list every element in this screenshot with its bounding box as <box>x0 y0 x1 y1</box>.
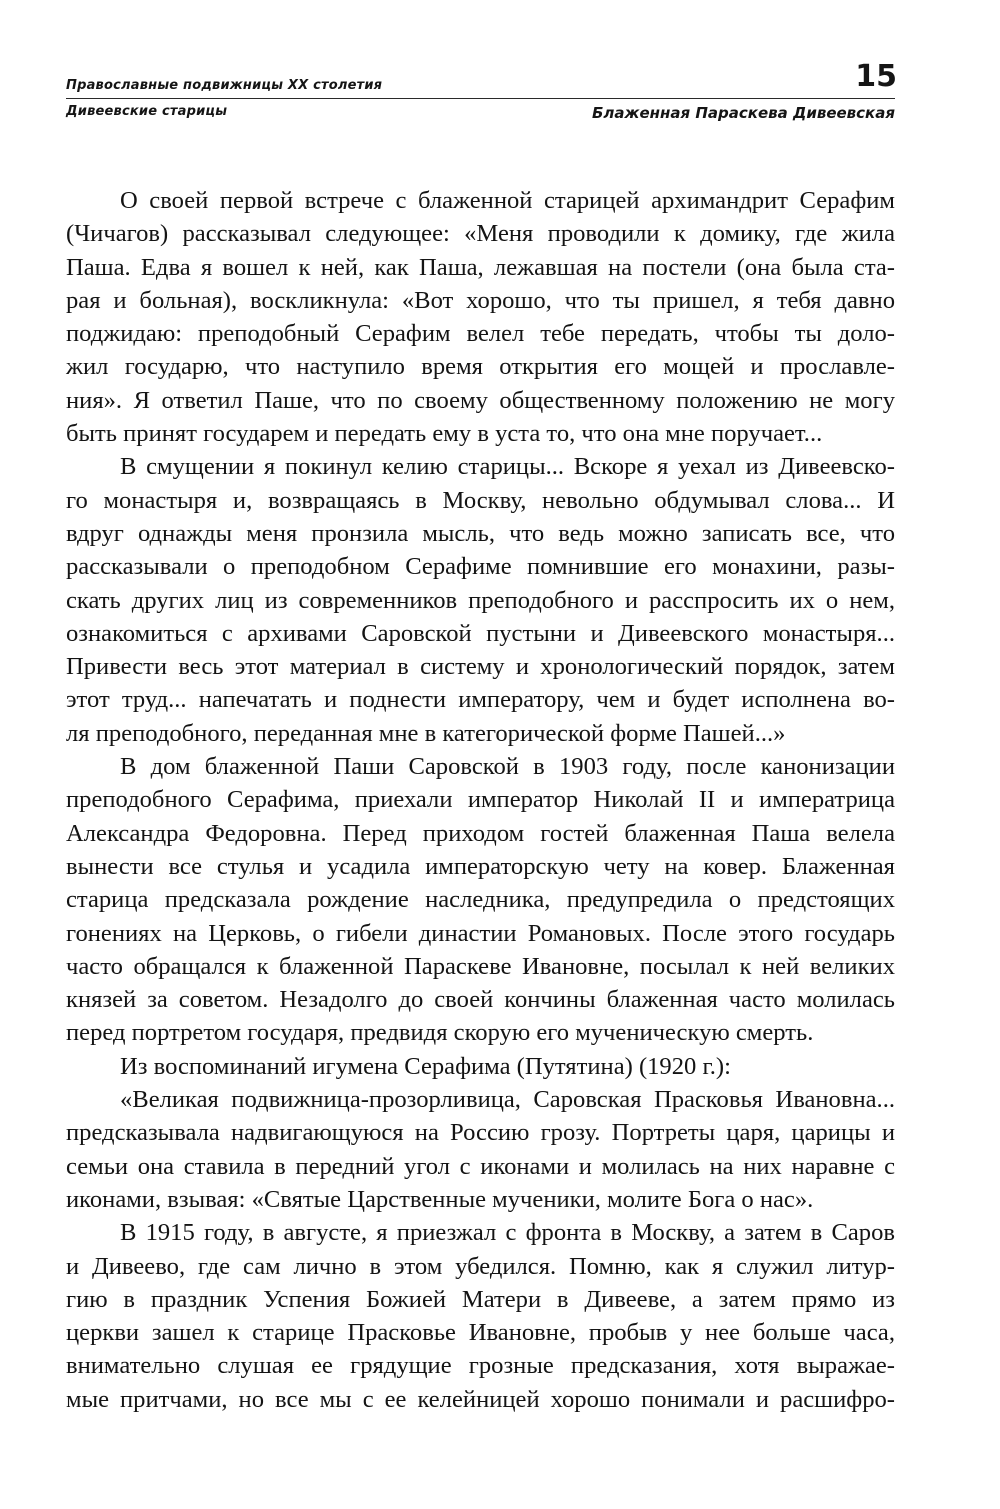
text-line: гонениях на Церковь, о гибели династии Романовых. После этого государь <box>66 919 895 947</box>
running-header-chapter: Блаженная Параскева Дивеевская <box>592 104 895 122</box>
header-divider <box>66 98 895 99</box>
text-line: В смущении я покинул келию старицы... Вскоре я уехал из Дивеевско- <box>120 453 895 481</box>
text-line: старица предсказала рождение наследника, предупредила о предстоящих <box>66 886 895 914</box>
text-line: гию в праздник Успения Божией Матери в Дивееве, а затем прямо из <box>66 1285 895 1313</box>
text-line: и Дивеево, где сам лично в этом убедился. Помню, как я служил литур- <box>66 1252 895 1280</box>
text-line: быть принят государем и передать ему в уста то, что она мне поручает... <box>66 420 823 448</box>
body-text <box>66 184 895 1416</box>
text-line: «Великая подвижница-прозорливица, Саровская Прасковья Ивановна... <box>120 1086 895 1114</box>
text-line: внимательно слушая ее грядущие грозные предсказания, хотя выражае- <box>66 1352 895 1380</box>
text-line: Из воспоминаний игумена Серафима (Путятина) (1920 г.): <box>120 1052 731 1080</box>
text-line: часто обращался к блаженной Параскеве Ивановне, посылал к ней великих <box>66 952 895 980</box>
text-line: вынести все стулья и усадила императорскую чету на ковер. Блаженная <box>66 852 895 880</box>
text-line: вдруг однажды меня пронзила мысль, что ведь можно записать все, что <box>66 519 895 547</box>
text-line: В 1915 году, в августе, я приезжал с фронта в Москву, а затем в Саров <box>120 1219 895 1247</box>
text-line: рая и больная), воскликнула: «Вот хорошо, что ты пришел, я тебя давно <box>66 286 895 314</box>
text-line: церкви зашел к старице Прасковье Ивановне, пробыв у нее больше часа, <box>66 1319 895 1347</box>
text-line: этот труд... напечатать и поднести императору, чем и будет исполнена во- <box>66 686 895 714</box>
text-line: (Чичагов) рассказывал следующее: «Меня проводили к домику, где жила <box>66 220 895 248</box>
text-line: Александра Федоровна. Перед приходом гостей блаженная Паша велела <box>66 819 895 847</box>
text-line: ля преподобного, переданная мне в категорической форме Пашей...» <box>66 719 786 747</box>
running-header-series: Православные подвижницы XX столетия <box>66 78 383 93</box>
text-line: Паша. Едва я вошел к ней, как Паша, лежавшая на постели (она была ста- <box>66 253 895 281</box>
text-line: преподобного Серафима, приехали император Николай II и императрица <box>66 786 895 814</box>
text-line: Привести весь этот материал в систему и хронологический порядок, затем <box>66 653 895 681</box>
text-line: скать других лиц из современников преподобного и расспросить их о нем, <box>66 586 895 614</box>
text-line: мые притчами, но все мы с ее келейницей хорошо понимали и расшифро- <box>66 1385 895 1413</box>
text-line: семьи она ставила в передний угол с иконами и молилась на них наравне с <box>66 1152 895 1180</box>
text-line: перед портретом государя, предвидя скорую его мученическую смерть. <box>66 1019 814 1047</box>
text-line: В дом блаженной Паши Саровской в 1903 году, после канонизации <box>120 753 895 781</box>
page-number: 15 <box>855 59 897 94</box>
text-line: ния». Я ответил Паше, что по своему общественному положению не могу <box>66 386 895 414</box>
text-line: рассказывали о преподобном Серафиме помнившие его монахини, разы- <box>66 553 895 581</box>
text-line: О своей первой встрече с блаженной старицей архимандрит Серафим <box>120 187 895 214</box>
running-header-section: Дивеевские старицы <box>66 104 228 119</box>
text-line: предсказывала надвигающуюся на Россию грозу. Портреты царя, царицы и <box>66 1119 895 1147</box>
text-line: ознакомиться с архивами Саровской пустыни и Дивеевского монастыря... <box>66 619 895 647</box>
text-line: князей за советом. Незадолго до своей кончины блаженная часто молилась <box>66 986 895 1014</box>
text-line: иконами, взывая: «Святые Царственные мученики, молите Бога о нас». <box>66 1185 814 1213</box>
text-line: го монастыря и, возвращаясь в Москву, невольно обдумывал слова... И <box>66 486 895 514</box>
text-line: поджидаю: преподобный Серафим велел тебе передать, чтобы ты доло- <box>66 320 895 348</box>
text-line: жил государю, что наступило время открытия его мощей и прославле- <box>66 353 895 381</box>
